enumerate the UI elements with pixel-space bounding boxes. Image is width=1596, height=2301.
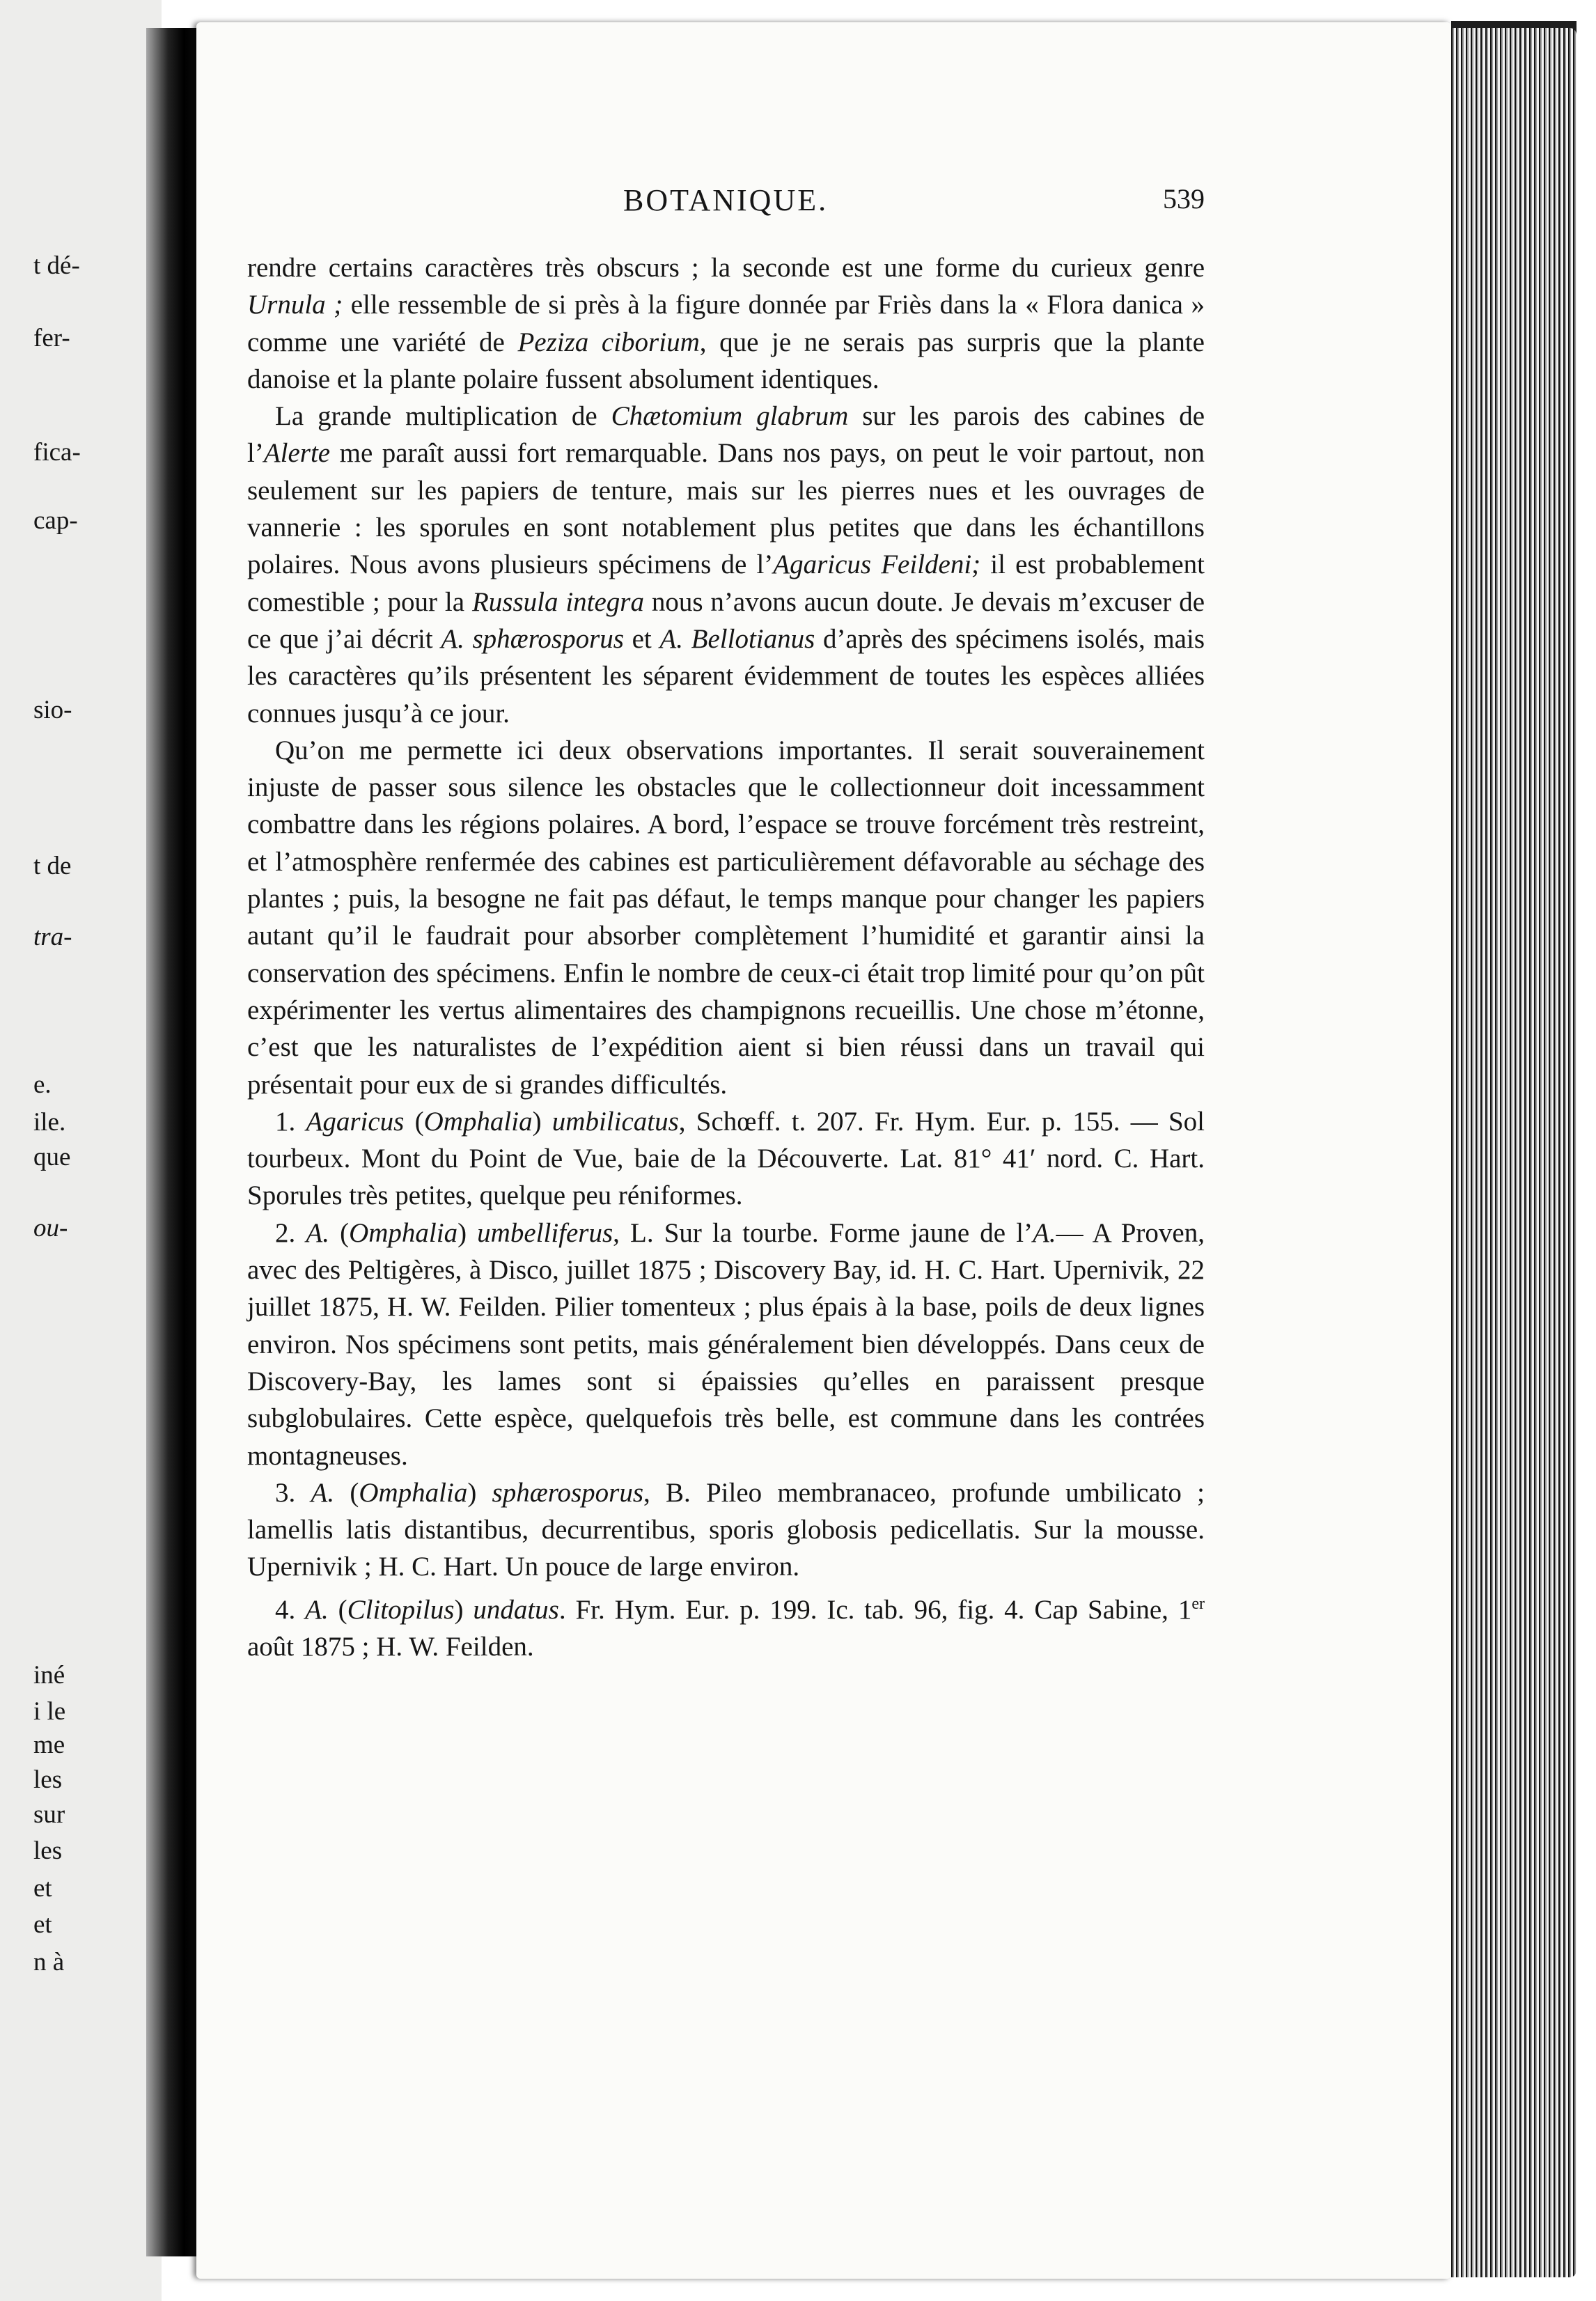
- italic-run: Urnula ;: [247, 290, 343, 320]
- text-run: (: [328, 1594, 347, 1625]
- italic-run: umbelliferus: [477, 1217, 613, 1248]
- text-run: Qu’on me permette ici deux observations importantes. Il serait souverainement injuste de passer sous silence les obstacles que le collectionneur doit incessamment combattre dans les régions polaires. A bord, l’espace se trouve forcément très restreint, et l’atmosphère renfermée des cabines est particulièrement défavorable au séchage des plantes ; puis, la besogne ne fait pas défaut, le temps manque pour changer les papiers autant qu’il le faudrait pour absorber complètement l’humidité et garantir ainsi la conservation des spécimens. Enfin le nombre de ceux-ci était trop limité pour qu’on pût expérimenter les vertus alimentaires des champignons recueillis. Une chose m’étonne, c’est que les naturalistes de l’expédition aient si bien réussi dans un travail qui présentait pour eux de si grandes difficultés.: [247, 735, 1205, 1100]
- text-run: — A Proven, avec des Peltigères, à Disco, juillet 1875 ; Discovery Bay, id. H. C. Hart. Upernivik, 22 juillet 1875, H. W. Feilden. Pilier tomenteux ; plus épais à la base, poils de deux lignes environ. Nos spécimens sont petits, mais généralement bien développés. Dans ceux de Discovery-Bay, les lames sont si épaissies qu’elles en paraissent presque subglobulaires. Cette espèce, quelquefois très belle, est commune dans les contrées montagneuses.: [247, 1217, 1205, 1471]
- text-run: La grande multiplication de: [275, 401, 611, 432]
- text-run: et: [623, 623, 660, 654]
- facing-page: [0, 0, 162, 2301]
- facing-page-fragment: t de: [33, 852, 72, 880]
- text-run: rendre certains caractères très obscurs ; la seconde est une forme du curieux genre: [247, 253, 1205, 283]
- facing-page-fragment: fica-: [33, 438, 81, 467]
- facing-page-text-fragments: [33, 0, 162, 2301]
- text-run: , Schœff. t. 207. Fr. Hym. Eur. p. 155. — Sol tourbeux. Mont du Point de Vue, baie de la Découverte. Lat. 81° 41′ nord. C. Hart. Sporules très petites, quelque peu réniformes.: [247, 1106, 1205, 1211]
- running-header: [247, 182, 1205, 224]
- paragraph: [247, 1586, 1205, 1666]
- italic-run: sphærosporus: [492, 1477, 643, 1508]
- paragraph: [247, 732, 1205, 1103]
- page-body-text: [247, 249, 1205, 1665]
- text-run: , que je ne serais pas surpris que la plante danoise et la plante polaire fussent absolument identiques.: [247, 327, 1205, 394]
- italic-run: Omphalia: [359, 1477, 468, 1508]
- text-run: 4.: [275, 1594, 306, 1625]
- facing-page-fragment: n à: [33, 1948, 65, 1976]
- text-run: me paraît aussi fort remarquable. Dans nos pays, on peut le voir partout, non seulement sur les papiers de tenture, mais sur les pierres nues et les ouvrages de vannerie : les sporules en sont notablement plus petites que dans les échantillons polaires. Nous avons plusieurs spécimens de l’: [247, 438, 1205, 580]
- page-edges: [1451, 28, 1577, 2277]
- running-title: BOTANIQUE.: [623, 183, 829, 217]
- italic-run: A.: [306, 1217, 329, 1248]
- facing-page-fragment: tra-: [33, 923, 72, 951]
- paragraph: [247, 1474, 1205, 1586]
- text-run: (: [334, 1477, 359, 1508]
- italic-run: Alerte: [263, 438, 331, 469]
- italic-run: A.: [311, 1477, 335, 1508]
- italic-run: A.: [1033, 1217, 1056, 1248]
- italic-run: Chætomium glabrum: [611, 401, 849, 432]
- text-run: 2.: [275, 1217, 306, 1248]
- text-run: , L. Sur la tourbe. Forme jaune de l’: [613, 1217, 1033, 1248]
- facing-page-fragment: et: [33, 1874, 52, 1903]
- facing-page-fragment: t dé-: [33, 251, 80, 280]
- text-run: août 1875 ; H. W. Feilden.: [247, 1631, 534, 1662]
- italic-run: Agaricus Feildeni;: [773, 549, 981, 580]
- paragraph: [247, 398, 1205, 732]
- text-run: (: [329, 1217, 350, 1248]
- facing-page-fragment: que: [33, 1143, 71, 1171]
- italic-run: Omphalia: [423, 1106, 533, 1137]
- text-run: ): [532, 1106, 552, 1137]
- text-run: (: [404, 1106, 424, 1137]
- facing-page-fragment: e.: [33, 1070, 52, 1099]
- facing-page-fragment: les: [33, 1836, 63, 1865]
- superscript-run: er: [1191, 1594, 1205, 1613]
- italic-run: Peziza ciborium: [517, 327, 700, 357]
- facing-page-fragment: ile.: [33, 1108, 66, 1137]
- italic-run: Russula integra: [471, 586, 644, 617]
- italic-run: A.: [305, 1594, 329, 1625]
- paragraph: [247, 249, 1205, 398]
- italic-run: Clitopilus: [347, 1594, 455, 1625]
- italic-run: umbilicatus: [551, 1106, 679, 1137]
- italic-run: A. Bellotianus: [659, 623, 815, 654]
- text-run: elle ressemble de si près à la figure donnée par Friès dans la « Flora danica » comme une variété de: [247, 290, 1205, 357]
- facing-page-fragment: les: [33, 1765, 63, 1794]
- facing-page-fragment: cap-: [33, 506, 78, 535]
- text-run: sur les parois des cabines de l’: [247, 401, 1205, 469]
- text-run: 1.: [275, 1106, 306, 1137]
- page-number: 539: [1163, 183, 1205, 214]
- italic-run: Omphalia: [349, 1217, 458, 1248]
- italic-run: Agaricus: [306, 1106, 405, 1137]
- facing-page-fragment: et: [33, 1910, 52, 1939]
- text-run: 3.: [275, 1477, 311, 1508]
- facing-page-fragment: ou-: [33, 1214, 68, 1242]
- facing-page-fragment: sur: [33, 1800, 65, 1829]
- paragraph: [247, 1215, 1205, 1474]
- facing-page-fragment: fer-: [33, 324, 70, 352]
- text-run: , B. Pileo membranaceo, profunde umbilicato ; lamellis latis distantibus, decurrentibus, sporis globosis pedicellatis. Sur la mousse. Upernivik ; H. C. Hart. Un pouce de large environ.: [247, 1477, 1205, 1582]
- text-run: . Fr. Hym. Eur. p. 199. Ic. tab. 96, fig. 4. Cap Sabine, 1: [558, 1594, 1192, 1625]
- italic-run: A. sphærosporus: [441, 623, 624, 654]
- facing-page-fragment: iné: [33, 1661, 65, 1690]
- facing-page-fragment: i le: [33, 1697, 66, 1726]
- text-run: ): [454, 1594, 474, 1625]
- text-run: nous n’avons aucun doute. Je devais m’excuser de ce que j’ai décrit: [247, 586, 1205, 654]
- paragraph: [247, 1103, 1205, 1215]
- text-run: il est probablement comestible ; pour la: [247, 549, 1205, 617]
- text-run: d’après des spécimens isolés, mais les caractères qu’ils présentent les séparent évidemment de toutes les espèces alliées connues jusqu’à ce jour.: [247, 623, 1205, 728]
- facing-page-fragment: sio-: [33, 696, 72, 724]
- facing-page-fragment: me: [33, 1731, 65, 1759]
- text-run: ): [467, 1477, 492, 1508]
- italic-run: undatus: [473, 1594, 559, 1625]
- text-run: ): [457, 1217, 478, 1248]
